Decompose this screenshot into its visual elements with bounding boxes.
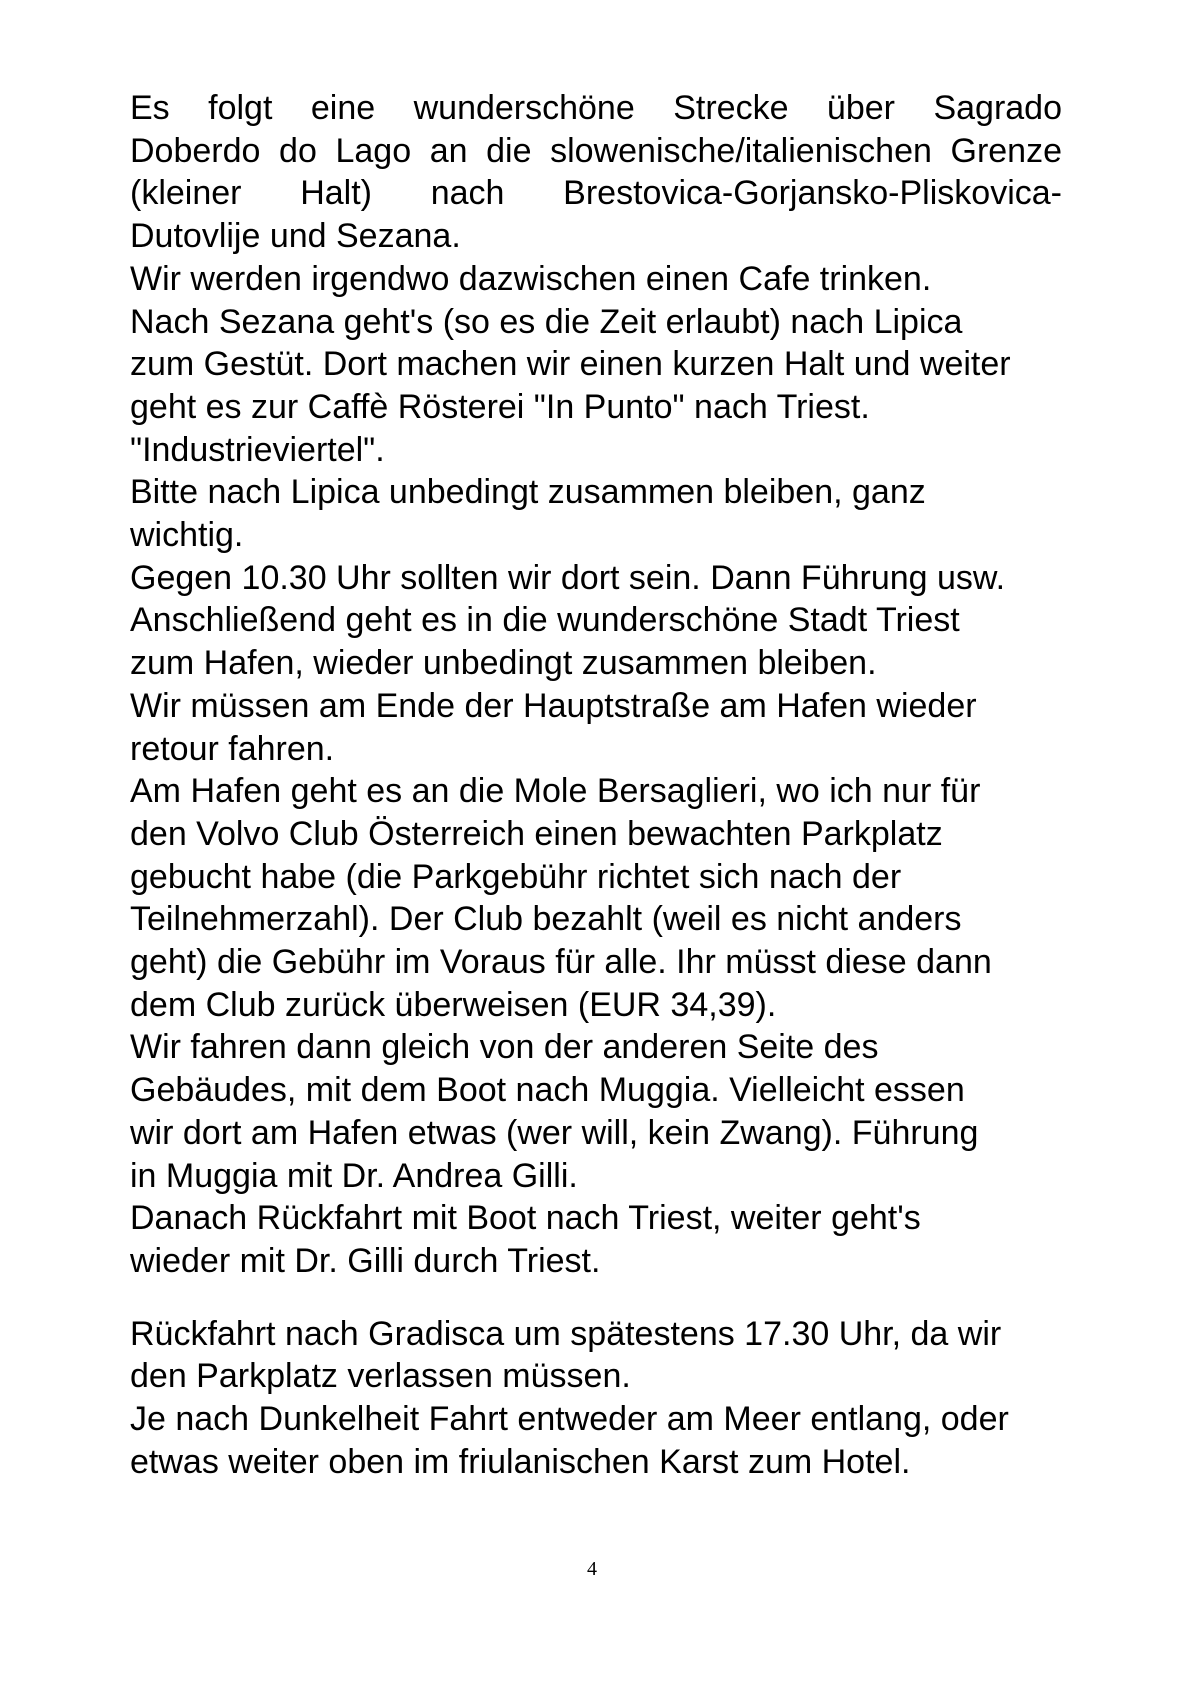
text-line: Bitte nach Lipica unbedingt zusammen bleiben, ganz [130, 473, 926, 512]
text-line: Gebäudes, mit dem Boot nach Muggia. Vielleicht essen [130, 1071, 965, 1110]
text-line: zum Gestüt. Dort machen wir einen kurzen Halt und weiter [130, 345, 1011, 384]
text-line: Am Hafen geht es an die Mole Bersaglieri, wo ich nur für [130, 772, 981, 811]
text-line: Je nach Dunkelheit Fahrt entweder am Meer entlang, oder [130, 1400, 1009, 1439]
text-line: "Industrieviertel". [130, 430, 385, 469]
text-line: geht) die Gebühr im Voraus für alle. Ihr müsst diese dann [130, 943, 992, 982]
text-line: wichtig. [130, 516, 244, 555]
text-line: Danach Rückfahrt mit Boot nach Triest, weiter geht's [130, 1199, 921, 1238]
text-line: Doberdo do Lago an die slowenische/italienischen Grenze [130, 131, 1062, 170]
text-line: wir dort am Hafen etwas (wer will, kein Zwang). Führung [130, 1113, 979, 1152]
text-line: Wir fahren dann gleich von der anderen Seite des [130, 1028, 879, 1067]
text-line: retour fahren. [130, 729, 335, 768]
text-line: wieder mit Dr. Gilli durch Triest. [130, 1241, 601, 1280]
body-text [130, 87, 1062, 1484]
text-line: zum Hafen, wieder unbedingt zusammen bleiben. [130, 644, 877, 683]
text-line: etwas weiter oben im friulanischen Karst zum Hotel. [130, 1442, 911, 1481]
text-line: Rückfahrt nach Gradisca um spätestens 17.30 Uhr, da wir [130, 1314, 1002, 1353]
text-line: Dutovlije und Sezana. [130, 217, 461, 256]
closing-paragraph [130, 1313, 1062, 1484]
text-line: gebucht habe (die Parkgebühr richtet sich nach der [130, 857, 902, 896]
text-line: Wir müssen am Ende der Hauptstraße am Hafen wieder [130, 686, 977, 725]
text-line: Wir werden irgendwo dazwischen einen Cafe trinken. [130, 259, 932, 298]
text-line: geht es zur Caffè Rösterei "In Punto" nach Triest. [130, 387, 870, 426]
text-line: Es folgt eine wunderschöne Strecke über Sagrado [130, 89, 1062, 127]
text-line: Gegen 10.30 Uhr sollten wir dort sein. Dann Führung usw. [130, 558, 1006, 597]
text-line: den Parkplatz verlassen müssen. [130, 1357, 631, 1396]
text-line: den Volvo Club Österreich einen bewachten Parkplatz [130, 814, 943, 853]
text-line: Nach Sezana geht's (so es die Zeit erlaubt) nach Lipica [130, 302, 963, 341]
intro-paragraph [130, 87, 1062, 258]
text-line: Teilnehmerzahl). Der Club bezahlt (weil es nicht anders [130, 900, 962, 939]
text-line: in Muggia mit Dr. Andrea Gilli. [130, 1156, 578, 1195]
text-line: dem Club zurück überweisen (EUR 34,39). [130, 985, 777, 1024]
paragraph-gap [130, 1283, 1062, 1313]
main-paragraph [130, 258, 1062, 1283]
text-line: Anschließend geht es in die wunderschöne Stadt Triest [130, 601, 960, 640]
text-line: (kleiner Halt) nach Brestovica-Gorjansko-Pliskovica- [130, 174, 1062, 213]
page-number: 4 [587, 1558, 597, 1580]
